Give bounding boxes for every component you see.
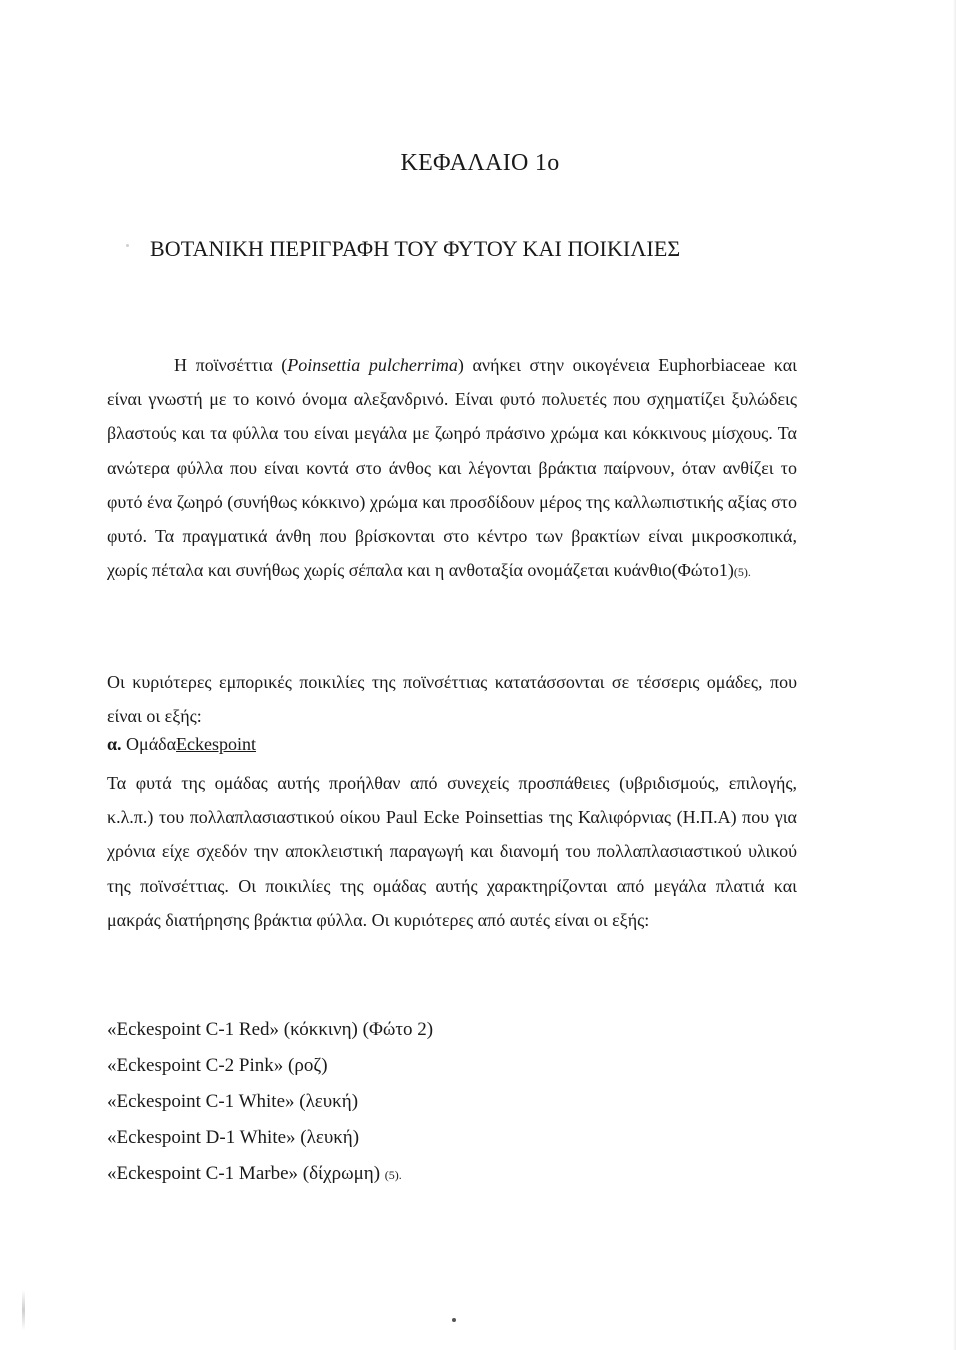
section-subtitle: ΒΟΤΑΝΙΚΗ ΠΕΡΙΓΡΑΦΗ ΤΟΥ ΦΥΤΟΥ ΚΑΙ ΠΟΙΚΙΛΙΕΣ	[150, 236, 681, 261]
variety-item: «Eckespoint C-2 Pink» (ροζ)	[107, 1055, 328, 1076]
scan-edge-shadow	[22, 1290, 25, 1330]
intro-text-after: ) ανήκει στην οικογένεια Euphorbiaceae και είναι γνωστή με το κοινό όνομα αλεξανδρινό. Είναι φυτό πολυετές που σχηματίζει ξυλώδεις βλαστούς και τα φύλλα του είναι μεγάλα με ζωηρό πράσινο χρώμα και κόκκινους μίσχους. Τα ανώτερα φύλλα που είναι κοντά στο άνθος και λέγονται βράκτια παίρνουν, όταν ανθίζει το φυτό ένα ζωηρό (συνήθως κόκκινο) χρώμα και προσδίδουν μέρος της καλλωπιστικής αξίας στο φυτό. Τα πραγματικά άνθη που βρίσκονται στο κέντρο των βρακτίων είναι μικροσκοπικά, χωρίς πέταλα και συνήθως χωρίς σέπαλα και η ανθοταξία ονομάζεται κυάνθιο(Φώτο1)	[107, 355, 797, 581]
latin-name: Poinsettia pulcherrima	[287, 355, 458, 375]
variety-item: «Eckespoint C-1 Red» (κόκκινη) (Φώτο 2)	[107, 1019, 434, 1040]
variety-list	[107, 1012, 433, 1193]
variety-item-text: «Eckespoint C-1 Marbe» (δίχρωμη)	[107, 1163, 381, 1184]
group-a-prefix: Ομάδα	[126, 734, 177, 754]
scan-speck	[126, 244, 129, 247]
chapter-title: ΚΕΦΑΛΑΙΟ 1ο	[400, 150, 560, 176]
variety-item	[107, 1156, 433, 1193]
group-a-heading	[107, 734, 256, 755]
reference-mark: (5).	[384, 1168, 402, 1182]
variety-item: «Eckespoint C-1 White» (λευκή)	[107, 1091, 359, 1112]
intro-paragraph	[107, 348, 797, 589]
page-dot	[452, 1318, 456, 1322]
scan-edge-right	[953, 0, 956, 1350]
variety-item: «Eckespoint D-1 White» (λευκή)	[107, 1127, 360, 1148]
group-a-paragraph: Τα φυτά της ομάδας αυτής προήλθαν από συνεχείς προσπάθειες (υβριδισμούς, επιλογής, κ.λ.π.) του πολλαπλασιαστικού οίκου Paul Ecke Poinsettias της Καλιφόρνιας (Η.Π.Α) που για χρόνια είχε σχεδόν την αποκλειστική παραγωγή και διανομή του πολλαπλασιαστικού υλικού της ποϊνσέττιας. Οι ποικιλίες της ομάδας αυτής χαρακτηρίζονται από μεγάλα πλατιά και μακράς διατήρησης βράκτια φύλλα. Οι κυριότερες από αυτές είναι οι εξής:	[107, 773, 797, 930]
intro-text-before: Η ποϊνσέττια (	[174, 355, 288, 375]
reference-mark: (5).	[733, 565, 751, 580]
group-a-name: Eckespoint	[176, 734, 257, 754]
groups-paragraph: Οι κυριότερες εμπορικές ποικιλίες της ποϊνσέττιας κατατάσσονται σε τέσσερις ομάδες, που είναι οι εξής:	[107, 672, 797, 727]
group-a-letter: α.	[107, 734, 122, 754]
